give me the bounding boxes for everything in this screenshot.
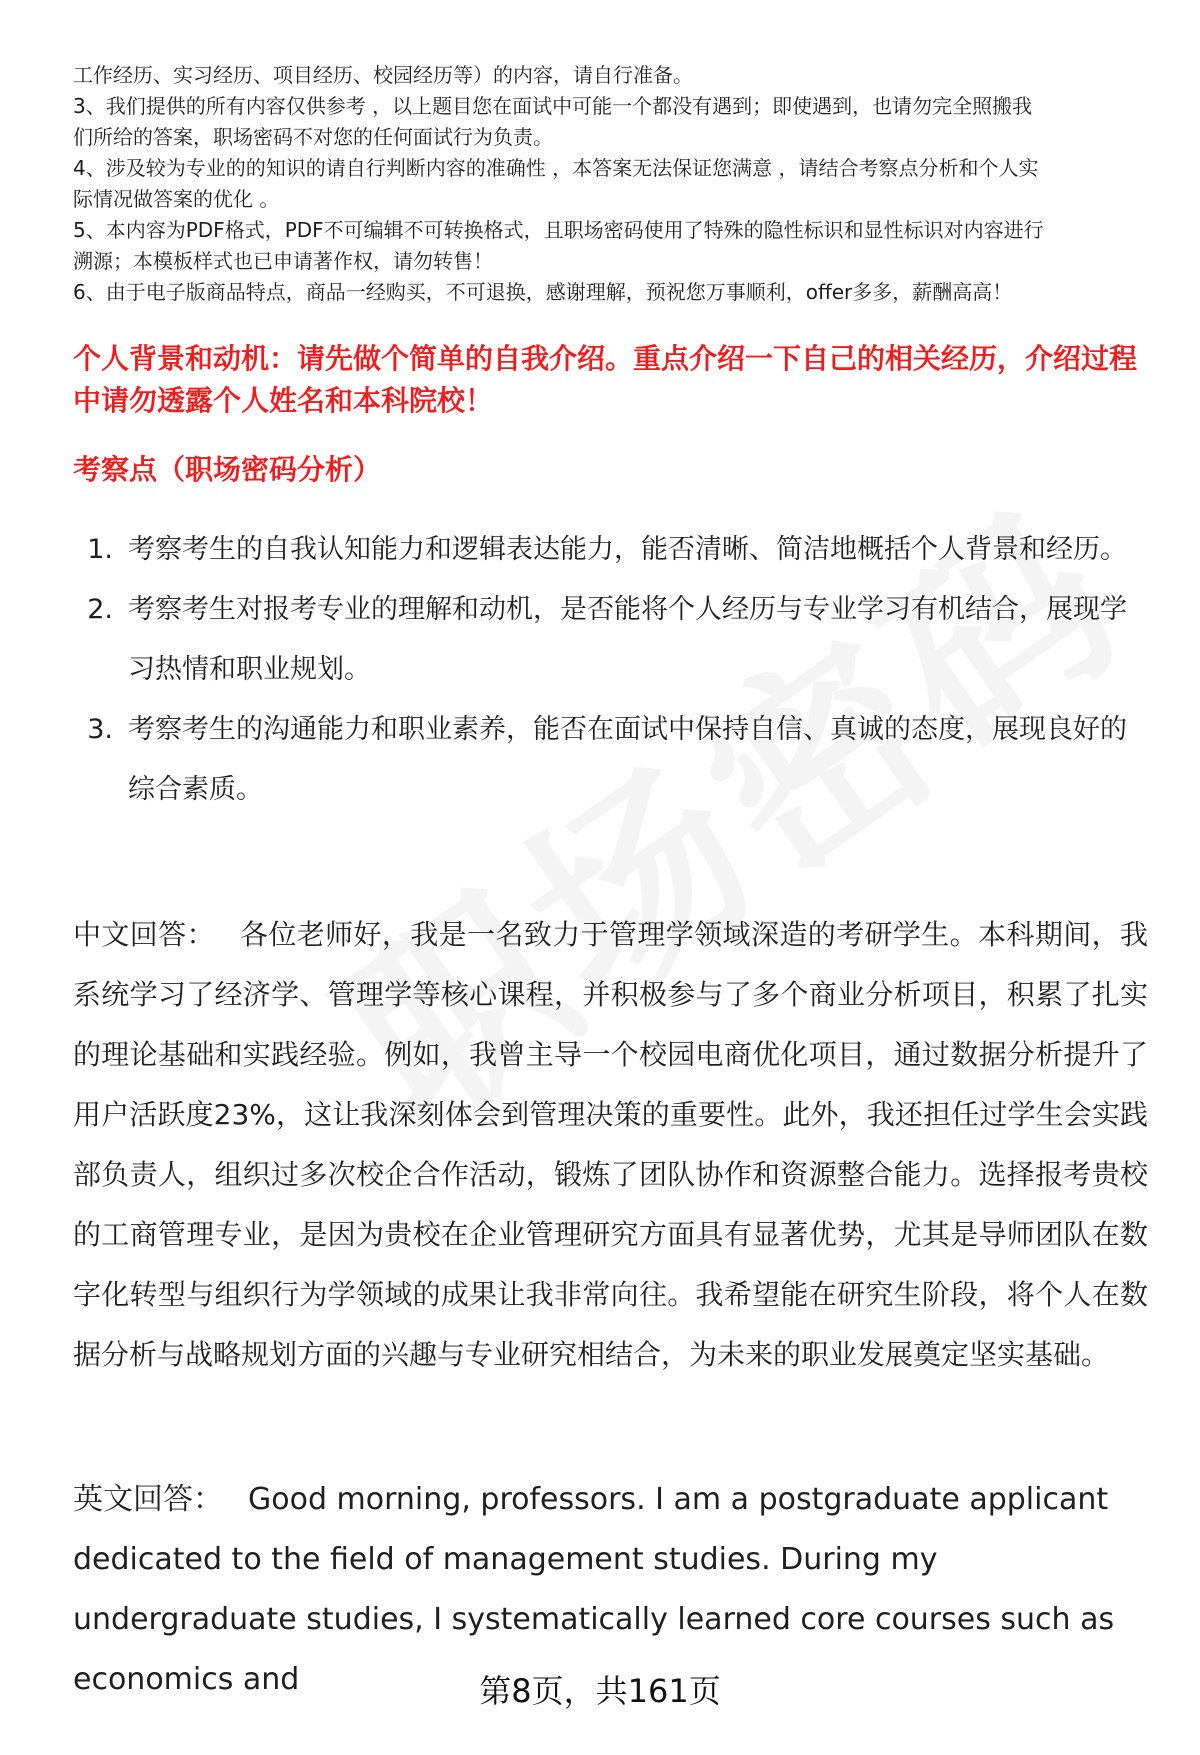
page-number: 第8页，共161页 <box>479 1672 721 1710</box>
list-text: 考察考生的自我认知能力和逻辑表达能力，能否清晰、简洁地概括个人背景和经历。 <box>128 534 1127 565</box>
chinese-answer-label: 中文回答： <box>73 918 215 951</box>
notice-line: 们所给的答案，职场密码不对您的任何面试行为负责。 <box>73 125 553 149</box>
question-heading: 个人背景和动机：请先做个简单的自我介绍。重点介绍一下自己的相关经历，介绍过程中请勿透露个人姓名和本科院校！ <box>73 342 1138 417</box>
list-number: 2. <box>87 594 113 625</box>
notice-line: 溯源；本模板样式也已申请著作权，请勿转售！ <box>73 249 493 273</box>
list-number: 3. <box>87 714 113 745</box>
list-text: 考察考生对报考专业的理解和动机，是否能将个人经历与专业学习有机结合，展现学习热情和职业规划。 <box>128 594 1127 685</box>
list-number: 1. <box>87 534 113 565</box>
notice-line: 6、由于电子版商品特点，商品一经购买，不可退换，感谢理解，预祝您万事顺利，offer多多，薪酬高高！ <box>73 280 1013 304</box>
analysis-heading: 考察点（职场密码分析） <box>73 453 382 486</box>
list-item <box>73 520 1153 580</box>
analysis-points <box>73 520 1153 820</box>
notice-block <box>73 60 1173 308</box>
chinese-answer <box>73 905 1148 1385</box>
notice-line: 3、我们提供的所有内容仅供参考 ，以上题目您在面试中可能一个都没有遇到；即使遇到，也请勿完全照搬我 <box>73 94 1033 118</box>
list-text: 考察考生的沟通能力和职业素养，能否在面试中保持自信、真诚的态度，展现良好的综合素质。 <box>128 714 1127 805</box>
chinese-answer-text: 各位老师好，我是一名致力于管理学领域深造的考研学生。本科期间，我系统学习了经济学、管理学等核心课程，并积极参与了多个商业分析项目，积累了扎实的理论基础和实践经验。例如，我曾主导一个校园电商优化项目，通过数据分析提升了用户活跃度23%，这让我深刻体会到管理决策的重要性。此外，我还担任过学生会实践部负责人，组织过多次校企合作活动，锻炼了团队协作和资源整合能力。选择报考贵校的工商管理专业，是因为贵校在企业管理研究方面具有显著优势，尤其是导师团队在数字化转型与组织行为学领域的成果让我非常向往。我希望能在研究生阶段，将个人在数据分析与战略规划方面的兴趣与专业研究相结合，为未来的职业发展奠定坚实基础。 <box>73 918 1148 1371</box>
list-item <box>73 700 1153 820</box>
english-answer-label: 英文回答： <box>73 1482 223 1517</box>
notice-line: 际情况做答案的优化 。 <box>73 187 280 211</box>
notice-line: 4、涉及较为专业的的知识的请自行判断内容的准确性 ，本答案无法保证您满意 ，请结合考察点分析和个人实 <box>73 156 1039 180</box>
notice-line: 工作经历、实习经历、项目经历、校园经历等）的内容，请自行准备。 <box>73 63 693 87</box>
english-answer-text: Good morning, professors. I am a postgraduate applicant dedicated to the field of management studies. During my undergraduate studies, I systematically learned core courses such as economics and <box>73 1482 1115 1697</box>
notice-line: 5、本内容为PDF格式，PDF不可编辑不可转换格式，且职场密码使用了特殊的隐性标识和显性标识对内容进行 <box>73 218 1044 242</box>
list-item <box>73 580 1153 700</box>
